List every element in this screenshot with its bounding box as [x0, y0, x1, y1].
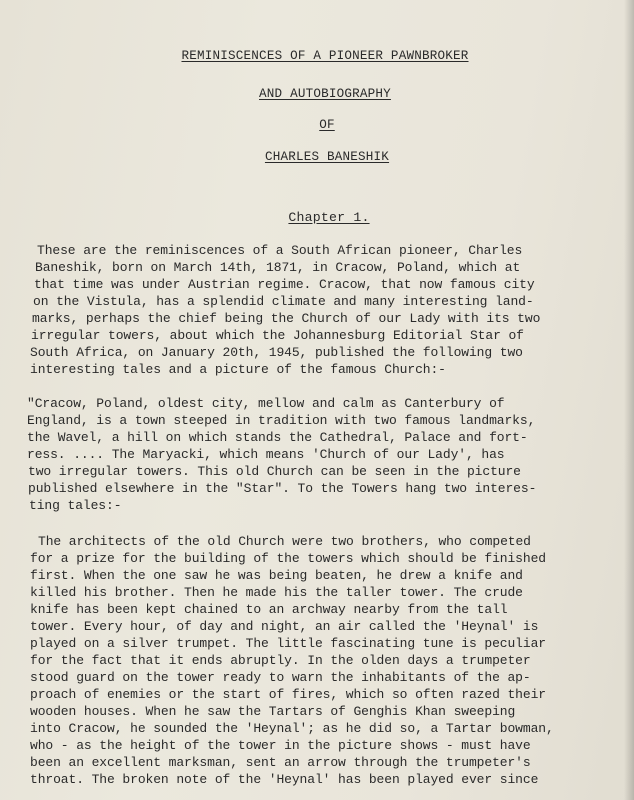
text-line: irregular towers, about which the Johannesburg Editorial Star of — [31, 328, 524, 343]
document-subtitle: AND AUTOBIOGRAPHY — [259, 87, 391, 101]
text-line: for the fact that it ends abruptly. In the olden days a trumpeter — [30, 653, 531, 668]
text-line: knife has been kept chained to an archway nearby from the tall — [30, 602, 508, 617]
text-line: tower. Every hour, of day and night, an air called the 'Heynal' is — [30, 619, 539, 634]
text-line: throat. The broken note of the 'Heynal' has been played ever since — [30, 772, 539, 787]
text-line: played on a silver trumpet. The little fascinating tune is peculiar — [30, 636, 546, 651]
text-line: that time was under Austrian regime. Cracow, that now famous city — [34, 277, 535, 292]
text-line: Baneshik, born on March 14th, 1871, in Cracow, Poland, which at — [35, 260, 521, 275]
text-line: on the Vistula, has a splendid climate and many interesting land- — [33, 294, 534, 309]
chapter-heading: Chapter 1. — [288, 210, 370, 225]
text-line: proach of enemies or the start of fires, which so often razed their — [30, 687, 546, 702]
text-line: two irregular towers. This old Church can be seen in the picture — [28, 464, 521, 479]
text-line: The architects of the old Church were two brothers, who competed — [38, 534, 531, 549]
document-title: REMINISCENCES OF A PIONEER PAWNBROKER — [181, 49, 469, 63]
text-line: wooden houses. When he saw the Tartars of Genghis Khan sweeping — [30, 704, 516, 719]
text-line: who - as the height of the tower in the picture shows - must have — [30, 738, 531, 753]
text-line: for a prize for the building of the towers which should be finished — [30, 551, 546, 566]
text-line: the Wavel, a hill on which stands the Cathedral, Palace and fort- — [27, 430, 528, 445]
text-line: killed his brother. Then he made his the taller tower. The crude — [30, 585, 523, 600]
text-line: stood guard on the tower ready to warn the inhabitants of the ap- — [30, 670, 531, 685]
text-line: marks, perhaps the chief being the Church of our Lady with its two — [32, 311, 541, 326]
document-of: OF — [319, 118, 335, 132]
text-line: first. When the one saw he was being beaten, he drew a knife and — [30, 568, 523, 583]
text-line: These are the reminiscences of a South African pioneer, Charles — [37, 243, 523, 258]
document-author: CHARLES BANESHIK — [264, 150, 390, 164]
text-line: published elsewhere in the "Star". To the Towers hang two interes- — [28, 481, 537, 496]
page-edge-shadow — [624, 0, 634, 800]
text-line: interesting tales and a picture of the famous Church:- — [30, 362, 446, 377]
text-line: ress. .... The Maryacki, which means 'Church of our Lady', has — [27, 447, 505, 462]
text-line: been an excellent marksman, sent an arrow through the trumpeter's — [30, 755, 531, 770]
text-line: "Cracow, Poland, oldest city, mellow and calm as Canterbury of — [27, 396, 505, 411]
text-line: England, is a town steeped in tradition with two famous landmarks, — [27, 413, 536, 428]
text-line: ting tales:- — [29, 498, 122, 513]
text-line: South Africa, on January 20th, 1945, published the following two — [30, 345, 523, 360]
text-line: into Cracow, he sounded the 'Heynal'; as he did so, a Tartar bowman, — [30, 721, 554, 736]
